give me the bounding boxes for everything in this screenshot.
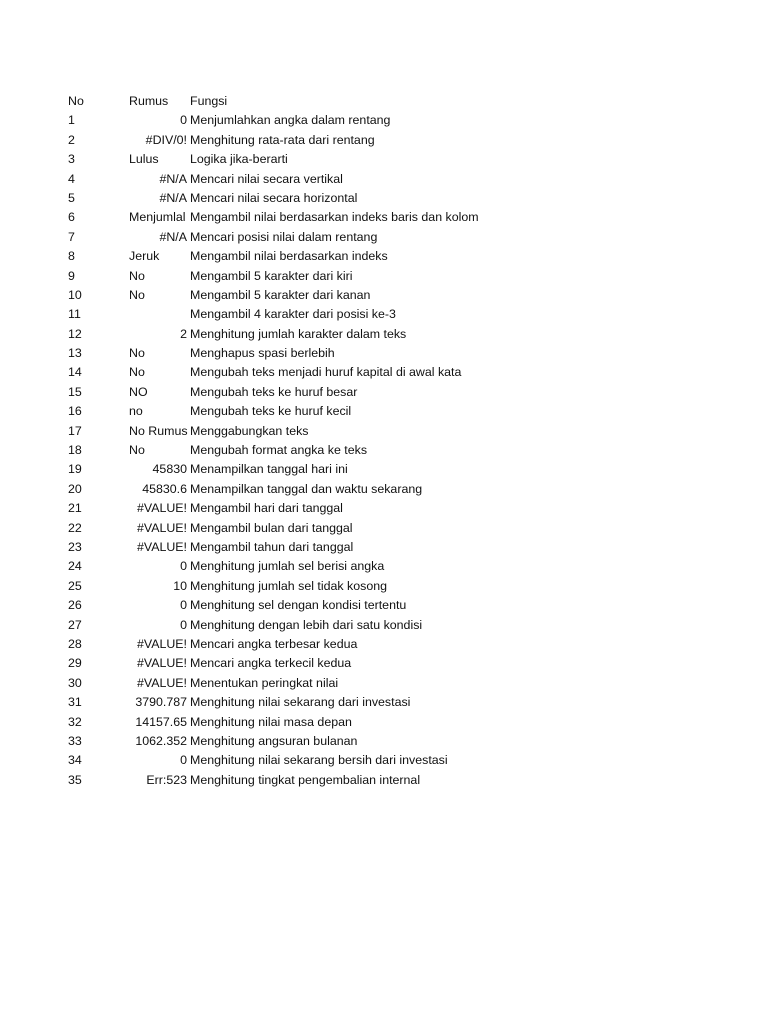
cell-fungsi: Menjumlahkan angka dalam rentang — [190, 113, 391, 128]
cell-no: 29 — [68, 656, 82, 671]
cell-rumus: 3790.787 — [135, 695, 187, 710]
cell-no: 25 — [68, 578, 82, 593]
cell-no: 24 — [68, 559, 82, 574]
cell-rumus: 14157.65 — [135, 714, 187, 729]
cell-rumus: #VALUE! — [136, 539, 187, 554]
cell-rumus: 2 — [180, 326, 187, 341]
cell-no: 5 — [68, 190, 75, 205]
cell-no: 35 — [68, 772, 82, 787]
cell-rumus: No — [129, 365, 145, 380]
table-row — [0, 189, 768, 208]
cell-no: 31 — [68, 695, 82, 710]
cell-no: 11 — [68, 307, 81, 322]
table-row — [0, 460, 768, 479]
cell-rumus: 45830.6 — [142, 481, 187, 496]
cell-no: 14 — [68, 365, 82, 380]
cell-rumus: No — [129, 443, 145, 458]
cell-no: 32 — [68, 714, 82, 729]
cell-no: 30 — [68, 675, 82, 690]
cell-rumus: #VALUE! — [136, 520, 187, 535]
cell-rumus: 1062.352 — [135, 733, 187, 748]
cell-rumus: #N/A — [159, 229, 187, 244]
cell-rumus: 0 — [180, 113, 187, 128]
cell-rumus: #N/A — [159, 171, 187, 186]
table-row — [0, 267, 768, 286]
cell-fungsi: Menghitung rata-rata dari rentang — [190, 132, 375, 147]
cell-no: 2 — [68, 132, 75, 147]
table-row — [0, 713, 768, 732]
cell-no: 18 — [68, 443, 82, 458]
table-row — [0, 616, 768, 635]
cell-fungsi: Mencari nilai secara horizontal — [190, 190, 358, 205]
table-row — [0, 170, 768, 189]
cell-fungsi: Mencari angka terbesar kedua — [190, 636, 358, 651]
table-row — [0, 344, 768, 363]
cell-no: 3 — [68, 152, 75, 167]
table-body — [0, 111, 768, 790]
cell-fungsi: Menghapus spasi berlebih — [190, 346, 335, 361]
cell-no: 26 — [68, 598, 82, 613]
table-row — [0, 674, 768, 693]
table-row — [0, 596, 768, 615]
table-row — [0, 305, 768, 324]
table-row — [0, 654, 768, 673]
cell-fungsi: Menghitung angsuran bulanan — [190, 733, 358, 748]
cell-no: 17 — [68, 423, 82, 438]
table-row — [0, 228, 768, 247]
cell-fungsi: Menghitung sel dengan kondisi tertentu — [190, 598, 407, 613]
cell-rumus: No — [129, 346, 145, 361]
table-row — [0, 519, 768, 538]
table-row — [0, 363, 768, 382]
cell-no: 6 — [68, 210, 75, 225]
table-row — [0, 635, 768, 654]
cell-no: 19 — [68, 462, 82, 477]
table-row — [0, 208, 768, 227]
cell-no: 28 — [68, 636, 82, 651]
cell-fungsi: Mengubah teks ke huruf kecil — [190, 404, 352, 419]
cell-no: 34 — [68, 753, 82, 768]
cell-no: 8 — [68, 249, 75, 264]
header-fungsi: Fungsi — [190, 94, 228, 108]
cell-fungsi: Menentukan peringkat nilai — [190, 675, 339, 690]
cell-fungsi: Mengambil nilai berdasarkan indeks — [190, 249, 388, 264]
cell-no: 33 — [68, 733, 82, 748]
cell-rumus: No — [129, 287, 145, 302]
cell-fungsi: Mengambil hari dari tanggal — [190, 501, 343, 516]
cell-fungsi: Menggabungkan teks — [190, 423, 309, 438]
table-row — [0, 111, 768, 130]
cell-fungsi: Mengubah teks ke huruf besar — [190, 384, 358, 399]
cell-no: 23 — [68, 539, 82, 554]
cell-fungsi: Mengambil 4 karakter dari posisi ke-3 — [190, 307, 396, 322]
table-row — [0, 422, 768, 441]
cell-rumus: no — [129, 404, 143, 419]
cell-rumus: No Rumus — [129, 423, 188, 438]
table-row — [0, 732, 768, 751]
cell-fungsi: Mengambil 5 karakter dari kiri — [190, 268, 353, 283]
cell-rumus: 0 — [180, 753, 187, 768]
cell-fungsi: Mencari nilai secara vertikal — [190, 171, 343, 186]
cell-no: 1 — [68, 113, 75, 128]
cell-no: 22 — [68, 520, 82, 535]
cell-no: 15 — [68, 384, 82, 399]
cell-no: 20 — [68, 481, 82, 496]
cell-rumus: 0 — [180, 617, 187, 632]
cell-rumus: #VALUE! — [136, 675, 187, 690]
cell-fungsi: Menghitung jumlah sel tidak kosong — [190, 578, 387, 593]
cell-rumus: Jeruk — [129, 249, 160, 264]
table-row — [0, 538, 768, 557]
cell-rumus: #DIV/0! — [145, 132, 187, 147]
cell-no: 21 — [68, 501, 82, 516]
cell-fungsi: Mengambil 5 karakter dari kanan — [190, 287, 371, 302]
cell-rumus: Menjumlal — [129, 210, 186, 225]
table-row — [0, 499, 768, 518]
cell-fungsi: Menampilkan tanggal hari ini — [190, 462, 348, 477]
table-row — [0, 150, 768, 169]
cell-fungsi: Menampilkan tanggal dan waktu sekarang — [190, 481, 423, 496]
cell-rumus: NO — [129, 384, 148, 399]
cell-rumus: #VALUE! — [136, 656, 187, 671]
cell-rumus: 0 — [180, 598, 187, 613]
table-row — [0, 441, 768, 460]
table-row — [0, 247, 768, 266]
table-row — [0, 771, 768, 790]
cell-rumus: 10 — [173, 578, 187, 593]
cell-no: 12 — [68, 326, 82, 341]
table-row — [0, 557, 768, 576]
header-no: No — [68, 94, 84, 108]
cell-fungsi: Mengambil bulan dari tanggal — [190, 520, 353, 535]
cell-fungsi: Menghitung tingkat pengembalian internal — [190, 772, 421, 787]
cell-fungsi: Menghitung jumlah sel berisi angka — [190, 559, 385, 574]
cell-rumus: #N/A — [159, 190, 187, 205]
cell-no: 27 — [68, 617, 82, 632]
cell-fungsi: Mengambil tahun dari tanggal — [190, 539, 354, 554]
cell-fungsi: Mengubah teks menjadi huruf kapital di awal kata — [190, 365, 462, 380]
cell-rumus: Err:523 — [146, 772, 187, 787]
table-row — [0, 131, 768, 150]
cell-rumus: #VALUE! — [136, 501, 187, 516]
cell-rumus: No — [129, 268, 145, 283]
cell-rumus: 45830 — [152, 462, 187, 477]
table-row — [0, 480, 768, 499]
spreadsheet-table — [0, 92, 768, 790]
cell-no: 10 — [68, 287, 82, 302]
cell-fungsi: Mencari angka terkecil kedua — [190, 656, 352, 671]
cell-fungsi: Mengambil nilai berdasarkan indeks baris dan kolom — [190, 210, 479, 225]
table-row — [0, 325, 768, 344]
cell-no: 4 — [68, 171, 75, 186]
cell-fungsi: Menghitung jumlah karakter dalam teks — [190, 326, 407, 341]
cell-rumus: 0 — [180, 559, 187, 574]
cell-fungsi: Menghitung dengan lebih dari satu kondisi — [190, 617, 423, 632]
header-rumus: Rumus — [129, 94, 169, 108]
cell-no: 16 — [68, 404, 82, 419]
table-row — [0, 751, 768, 770]
table-row — [0, 693, 768, 712]
header-row — [0, 92, 768, 111]
table-row — [0, 402, 768, 421]
cell-no: 7 — [68, 229, 75, 244]
cell-no: 13 — [68, 346, 82, 361]
table-row — [0, 286, 768, 305]
cell-fungsi: Mengubah format angka ke teks — [190, 443, 368, 458]
cell-no: 9 — [68, 268, 75, 283]
cell-rumus: #VALUE! — [136, 636, 187, 651]
cell-fungsi: Menghitung nilai masa depan — [190, 714, 352, 729]
table-row — [0, 383, 768, 402]
cell-rumus: Lulus — [129, 152, 159, 167]
table-row — [0, 577, 768, 596]
cell-fungsi: Menghitung nilai sekarang dari investasi — [190, 695, 411, 710]
cell-fungsi: Logika jika-berarti — [190, 152, 288, 167]
cell-fungsi: Menghitung nilai sekarang bersih dari investasi — [190, 753, 448, 768]
cell-fungsi: Mencari posisi nilai dalam rentang — [190, 229, 378, 244]
